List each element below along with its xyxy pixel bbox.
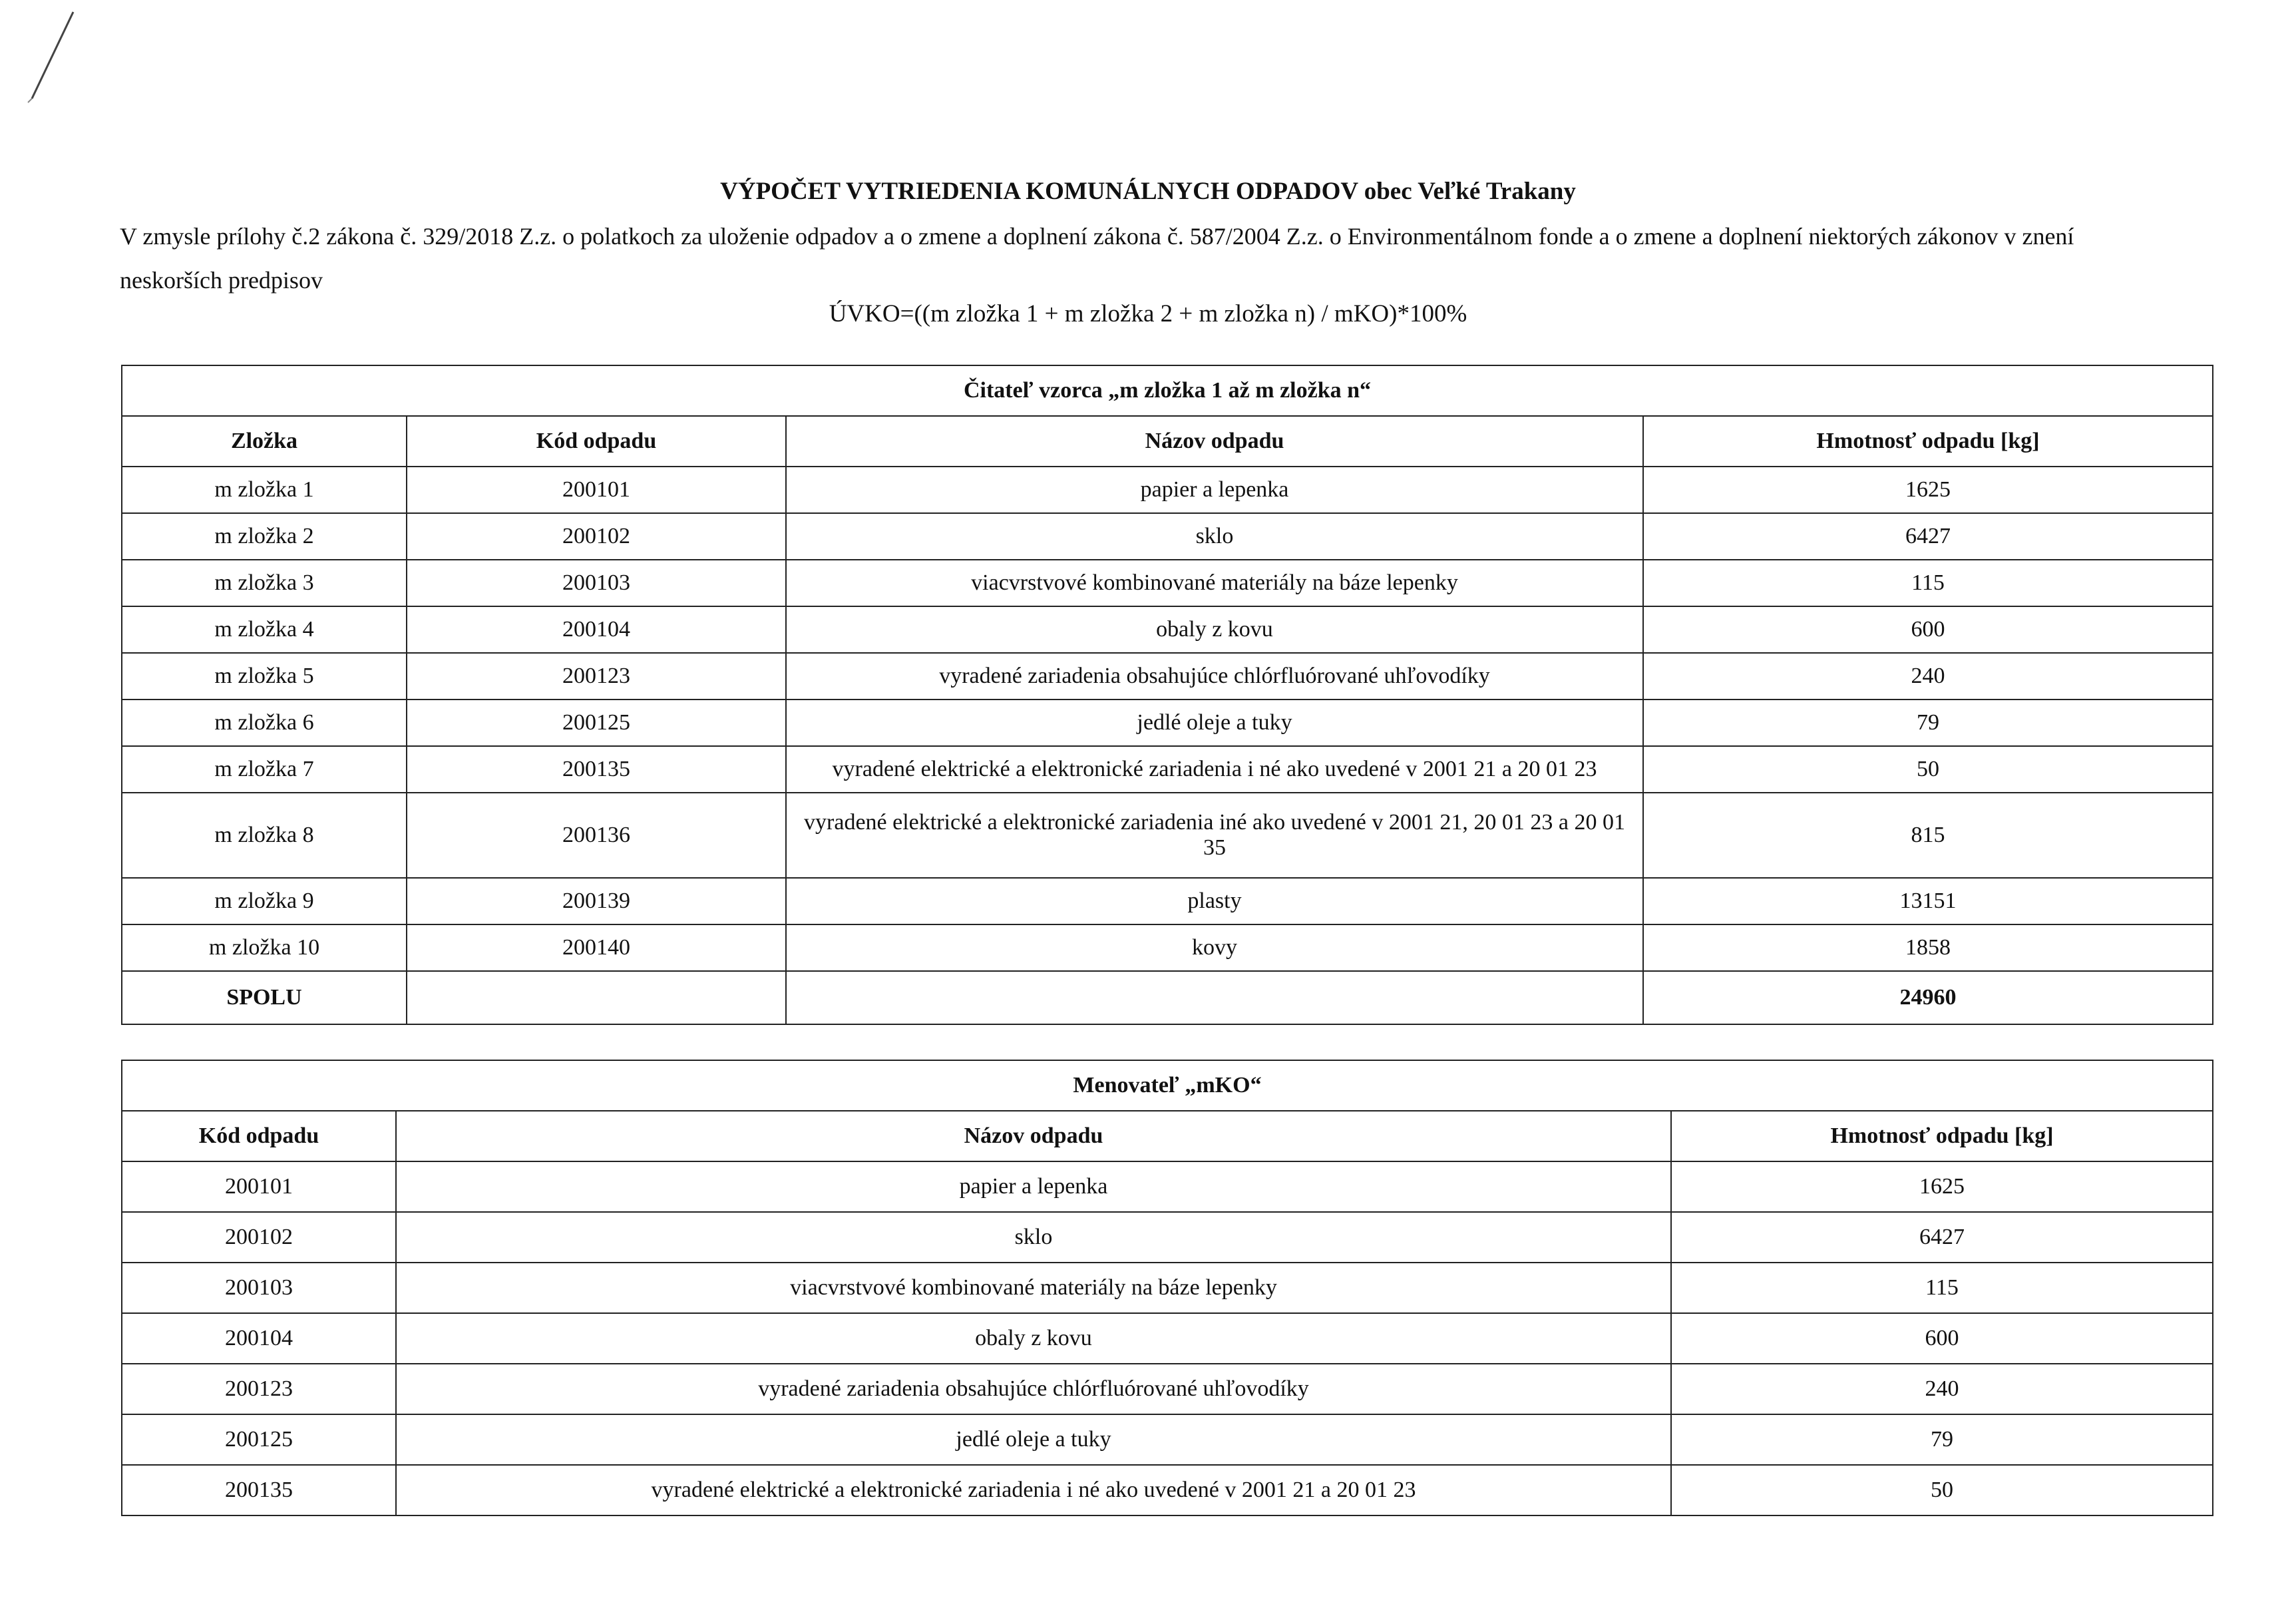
table-cell: 13151 bbox=[1643, 878, 2213, 924]
table-cell: m zložka 6 bbox=[122, 700, 407, 746]
table-cell: viacvrstvové kombinované materiály na báze lepenky bbox=[396, 1263, 1671, 1313]
table-row bbox=[122, 1161, 2213, 1212]
total-row bbox=[122, 971, 2213, 1024]
table-cell: 200102 bbox=[122, 1212, 396, 1263]
table-cell: kovy bbox=[786, 924, 1643, 971]
table-cell: 240 bbox=[1643, 653, 2213, 700]
table-cell: m zložka 1 bbox=[122, 467, 407, 513]
table-cell: 200135 bbox=[122, 1465, 396, 1515]
table-row bbox=[122, 560, 2213, 606]
total-value: 24960 bbox=[1643, 971, 2213, 1024]
table-cell: obaly z kovu bbox=[786, 606, 1643, 653]
table-cell: sklo bbox=[786, 513, 1643, 560]
table-cell: 815 bbox=[1643, 793, 2213, 878]
table-cell: m zložka 5 bbox=[122, 653, 407, 700]
column-header: Hmotnosť odpadu [kg] bbox=[1671, 1111, 2213, 1161]
total-label: SPOLU bbox=[122, 971, 407, 1024]
table-cell: 200103 bbox=[122, 1263, 396, 1313]
table-cell: 6427 bbox=[1643, 513, 2213, 560]
table-cell: 79 bbox=[1643, 700, 2213, 746]
table-cell: vyradené zariadenia obsahujúce chlórfluórované uhľovodíky bbox=[786, 653, 1643, 700]
table-cell: 240 bbox=[1671, 1364, 2213, 1414]
table-cell: 200123 bbox=[122, 1364, 396, 1414]
table-cell: m zložka 8 bbox=[122, 793, 407, 878]
table-cell: jedlé oleje a tuky bbox=[786, 700, 1643, 746]
table-cell: 200125 bbox=[407, 700, 786, 746]
table-row bbox=[122, 1465, 2213, 1515]
table-cell: 1625 bbox=[1643, 467, 2213, 513]
table-cell: 200101 bbox=[122, 1161, 396, 1212]
table-cell: 200104 bbox=[122, 1313, 396, 1364]
table-cell: 200101 bbox=[407, 467, 786, 513]
table-cell: 200123 bbox=[407, 653, 786, 700]
table-cell: papier a lepenka bbox=[786, 467, 1643, 513]
table-cell: 50 bbox=[1643, 746, 2213, 793]
table-cell: 115 bbox=[1643, 560, 2213, 606]
denominator-table bbox=[121, 1060, 2213, 1516]
table-row bbox=[122, 1364, 2213, 1414]
table-cell: 200135 bbox=[407, 746, 786, 793]
table-cell: m zložka 3 bbox=[122, 560, 407, 606]
table-cell: vyradené elektrické a elektronické zariadenia i né ako uvedené v 2001 21 a 20 01 23 bbox=[396, 1465, 1671, 1515]
table-row bbox=[122, 1313, 2213, 1364]
table-cell: 200102 bbox=[407, 513, 786, 560]
table-cell: m zložka 7 bbox=[122, 746, 407, 793]
column-header: Kód odpadu bbox=[122, 1111, 396, 1161]
table-cell: m zložka 9 bbox=[122, 878, 407, 924]
document-title: VÝPOČET VYTRIEDENIA KOMUNÁLNYCH ODPADOV obec Veľké Trakany bbox=[720, 178, 1576, 205]
table-cell: 200104 bbox=[407, 606, 786, 653]
table-row bbox=[122, 924, 2213, 971]
table-row bbox=[122, 513, 2213, 560]
table-row bbox=[122, 606, 2213, 653]
numerator-table bbox=[121, 365, 2213, 1025]
table-row bbox=[122, 1263, 2213, 1313]
denominator-caption: Menovateľ „mKO“ bbox=[122, 1060, 2213, 1111]
column-header: Názov odpadu bbox=[786, 416, 1643, 467]
table-cell: m zložka 2 bbox=[122, 513, 407, 560]
table-cell: m zložka 10 bbox=[122, 924, 407, 971]
table-cell: 600 bbox=[1671, 1313, 2213, 1364]
table-cell: vyradené elektrické a elektronické zariadenia iné ako uvedené v 2001 21, 20 01 23 a 20 01 35 bbox=[786, 793, 1643, 878]
column-header: Kód odpadu bbox=[407, 416, 786, 467]
table-cell bbox=[407, 971, 786, 1024]
table-cell: jedlé oleje a tuky bbox=[396, 1414, 1671, 1465]
table-cell: 200136 bbox=[407, 793, 786, 878]
table-row bbox=[122, 793, 2213, 878]
table-cell: papier a lepenka bbox=[396, 1161, 1671, 1212]
table-cell: obaly z kovu bbox=[396, 1313, 1671, 1364]
table-cell: 1858 bbox=[1643, 924, 2213, 971]
table-cell: vyradené elektrické a elektronické zariadenia i né ako uvedené v 2001 21 a 20 01 23 bbox=[786, 746, 1643, 793]
table-cell: 6427 bbox=[1671, 1212, 2213, 1263]
table-cell: 1625 bbox=[1671, 1161, 2213, 1212]
table-row bbox=[122, 700, 2213, 746]
column-header: Zložka bbox=[122, 416, 407, 467]
numerator-caption: Čitateľ vzorca „m zložka 1 až m zložka n“ bbox=[122, 365, 2213, 416]
column-header: Hmotnosť odpadu [kg] bbox=[1643, 416, 2213, 467]
pen-stroke-mark bbox=[20, 7, 80, 106]
table-cell: plasty bbox=[786, 878, 1643, 924]
table-cell: 600 bbox=[1643, 606, 2213, 653]
table-row bbox=[122, 1414, 2213, 1465]
table-row bbox=[122, 878, 2213, 924]
table-cell: viacvrstvové kombinované materiály na báze lepenky bbox=[786, 560, 1643, 606]
table-row bbox=[122, 653, 2213, 700]
table-row bbox=[122, 467, 2213, 513]
table-cell: 200139 bbox=[407, 878, 786, 924]
table-row bbox=[122, 1212, 2213, 1263]
table-cell bbox=[786, 971, 1643, 1024]
column-header: Názov odpadu bbox=[396, 1111, 1671, 1161]
table-cell: 200103 bbox=[407, 560, 786, 606]
table-cell: 200140 bbox=[407, 924, 786, 971]
document-intro: V zmysle prílohy č.2 zákona č. 329/2018 Z.z. o polatkoch za uloženie odpadov a o zmene a doplnení zákona č. 587/2004 Z.z. o Environmentálnom fonde a o zmene a doplnení niektorých zákonov v znení neskorších predpisov bbox=[120, 223, 2074, 294]
table-cell: m zložka 4 bbox=[122, 606, 407, 653]
table-cell: sklo bbox=[396, 1212, 1671, 1263]
table-cell: 115 bbox=[1671, 1263, 2213, 1313]
table-cell: 79 bbox=[1671, 1414, 2213, 1465]
table-cell: 50 bbox=[1671, 1465, 2213, 1515]
table-row bbox=[122, 746, 2213, 793]
table-cell: 200125 bbox=[122, 1414, 396, 1465]
formula: ÚVKO=((m zložka 1 + m zložka 2 + m zložka n) / mKO)*100% bbox=[829, 300, 1467, 327]
table-cell: vyradené zariadenia obsahujúce chlórfluórované uhľovodíky bbox=[396, 1364, 1671, 1414]
